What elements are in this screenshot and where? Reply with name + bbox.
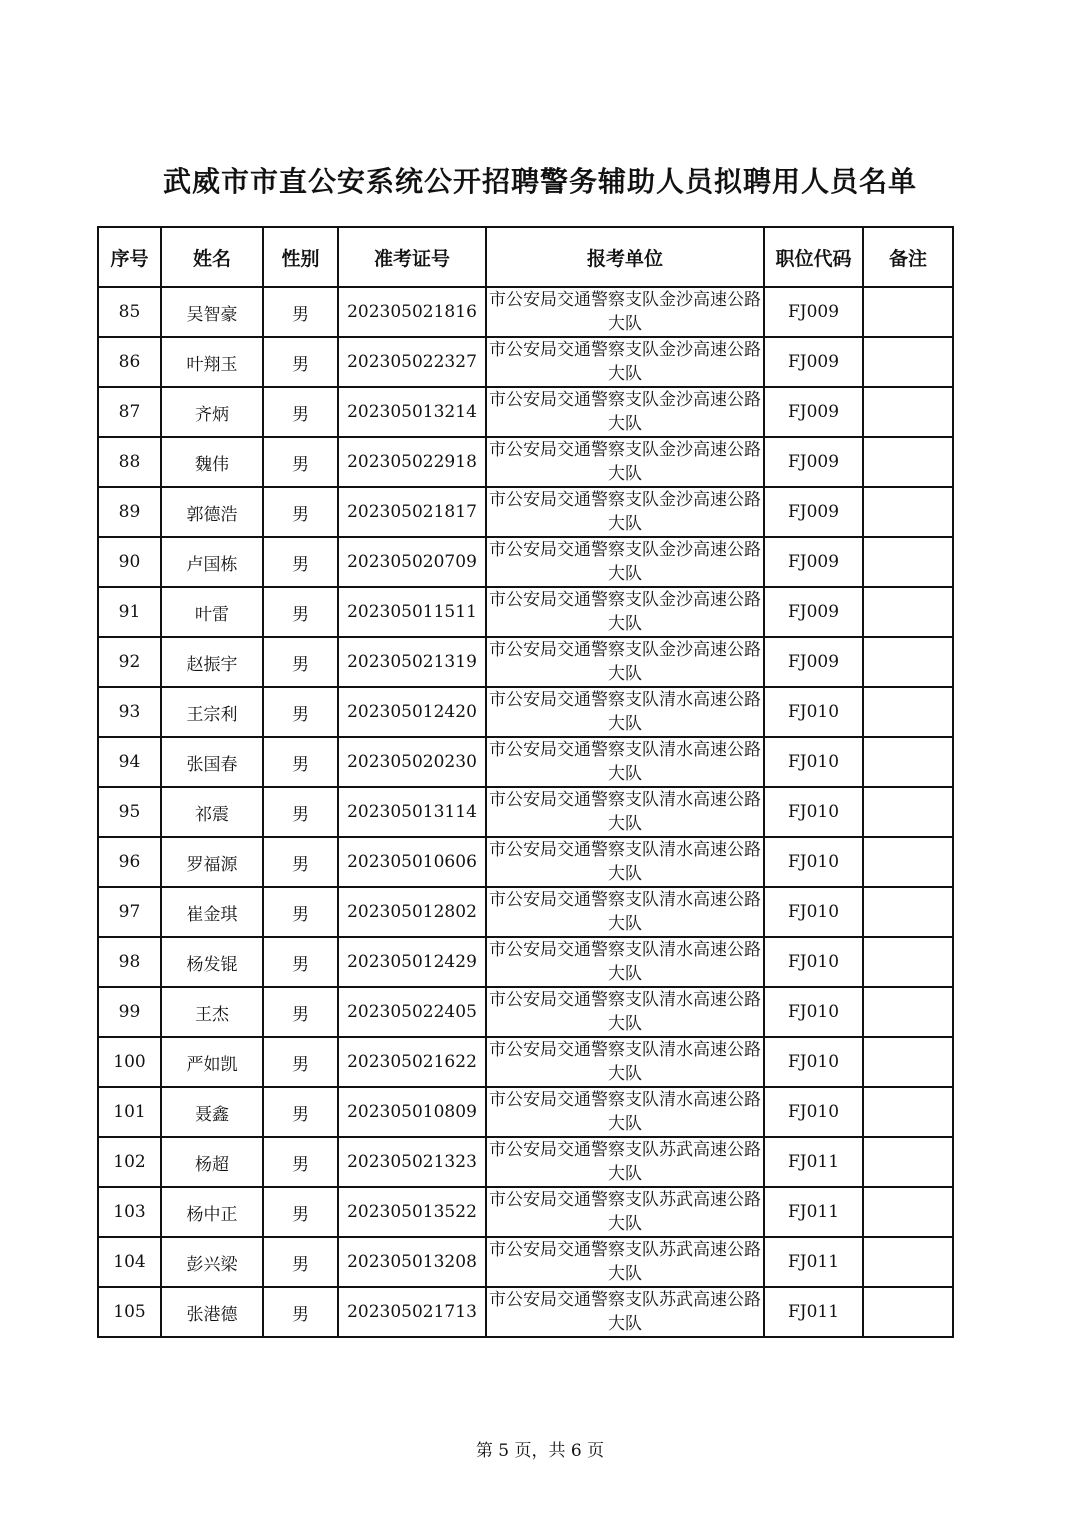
cell-ticket: 202305013522 [338, 1187, 486, 1237]
table-row [98, 787, 953, 837]
cell-name: 杨超 [161, 1137, 263, 1187]
cell-note [863, 1137, 953, 1187]
cell-code: FJ010 [764, 887, 863, 937]
cell-note [863, 1287, 953, 1337]
cell-unit: 市公安局交通警察支队清水高速公路大队 [486, 787, 764, 837]
cell-serial: 101 [98, 1087, 161, 1137]
cell-note [863, 687, 953, 737]
cell-unit: 市公安局交通警察支队清水高速公路大队 [486, 687, 764, 737]
cell-gender: 男 [263, 887, 338, 937]
cell-gender: 男 [263, 1037, 338, 1087]
cell-unit: 市公安局交通警察支队金沙高速公路大队 [486, 587, 764, 637]
table-row [98, 487, 953, 537]
cell-note [863, 987, 953, 1037]
page-footer: 第 5 页，共 6 页 [475, 1441, 605, 1461]
cell-gender: 男 [263, 787, 338, 837]
cell-ticket: 202305010809 [338, 1087, 486, 1137]
cell-ticket: 202305020230 [338, 737, 486, 787]
cell-unit: 市公安局交通警察支队清水高速公路大队 [486, 887, 764, 937]
table-row [98, 837, 953, 887]
cell-name: 王宗利 [161, 687, 263, 737]
cell-serial: 96 [98, 837, 161, 887]
cell-gender: 男 [263, 337, 338, 387]
cell-gender: 男 [263, 537, 338, 587]
column-header-code: 职位代码 [764, 227, 863, 287]
cell-serial: 91 [98, 587, 161, 637]
cell-unit: 市公安局交通警察支队金沙高速公路大队 [486, 387, 764, 437]
table-row [98, 1137, 953, 1187]
cell-unit: 市公安局交通警察支队金沙高速公路大队 [486, 487, 764, 537]
table-row [98, 1237, 953, 1287]
cell-ticket: 202305012802 [338, 887, 486, 937]
cell-code: FJ011 [764, 1187, 863, 1237]
cell-ticket: 202305022327 [338, 337, 486, 387]
cell-name: 魏伟 [161, 437, 263, 487]
cell-unit: 市公安局交通警察支队金沙高速公路大队 [486, 337, 764, 387]
cell-note [863, 787, 953, 837]
cell-name: 罗福源 [161, 837, 263, 887]
cell-ticket: 202305022918 [338, 437, 486, 487]
cell-code: FJ011 [764, 1287, 863, 1337]
cell-gender: 男 [263, 1087, 338, 1137]
cell-code: FJ009 [764, 587, 863, 637]
cell-note [863, 437, 953, 487]
cell-code: FJ010 [764, 937, 863, 987]
cell-serial: 92 [98, 637, 161, 687]
cell-gender: 男 [263, 737, 338, 787]
cell-name: 祁震 [161, 787, 263, 837]
table-row [98, 437, 953, 487]
cell-name: 杨发锟 [161, 937, 263, 987]
cell-gender: 男 [263, 937, 338, 987]
cell-serial: 104 [98, 1237, 161, 1287]
cell-code: FJ010 [764, 987, 863, 1037]
cell-unit: 市公安局交通警察支队苏武高速公路大队 [486, 1187, 764, 1237]
cell-name: 叶翔玉 [161, 337, 263, 387]
cell-code: FJ011 [764, 1137, 863, 1187]
cell-serial: 105 [98, 1287, 161, 1337]
cell-note [863, 887, 953, 937]
cell-unit: 市公安局交通警察支队清水高速公路大队 [486, 937, 764, 987]
table-row [98, 387, 953, 437]
table-row [98, 287, 953, 337]
cell-serial: 94 [98, 737, 161, 787]
cell-name: 王杰 [161, 987, 263, 1037]
cell-note [863, 637, 953, 687]
column-header-gender: 性别 [263, 227, 338, 287]
cell-code: FJ011 [764, 1237, 863, 1287]
table-row [98, 887, 953, 937]
cell-serial: 93 [98, 687, 161, 737]
column-header-note: 备注 [863, 227, 953, 287]
cell-code: FJ010 [764, 787, 863, 837]
cell-code: FJ009 [764, 537, 863, 587]
cell-note [863, 1237, 953, 1287]
table-row [98, 1287, 953, 1337]
cell-code: FJ009 [764, 437, 863, 487]
cell-note [863, 337, 953, 387]
cell-gender: 男 [263, 687, 338, 737]
table-row [98, 1187, 953, 1237]
cell-unit: 市公安局交通警察支队金沙高速公路大队 [486, 537, 764, 587]
cell-serial: 88 [98, 437, 161, 487]
table-header-row [98, 227, 953, 287]
cell-code: FJ009 [764, 287, 863, 337]
cell-unit: 市公安局交通警察支队苏武高速公路大队 [486, 1137, 764, 1187]
cell-note [863, 387, 953, 437]
cell-gender: 男 [263, 287, 338, 337]
cell-gender: 男 [263, 1137, 338, 1187]
cell-note [863, 937, 953, 987]
cell-gender: 男 [263, 587, 338, 637]
cell-unit: 市公安局交通警察支队清水高速公路大队 [486, 1037, 764, 1087]
cell-gender: 男 [263, 837, 338, 887]
cell-serial: 90 [98, 537, 161, 587]
column-header-name: 姓名 [161, 227, 263, 287]
cell-ticket: 202305021817 [338, 487, 486, 537]
cell-unit: 市公安局交通警察支队金沙高速公路大队 [486, 637, 764, 687]
cell-gender: 男 [263, 1187, 338, 1237]
cell-code: FJ010 [764, 687, 863, 737]
cell-unit: 市公安局交通警察支队清水高速公路大队 [486, 1087, 764, 1137]
cell-serial: 98 [98, 937, 161, 987]
cell-note [863, 837, 953, 887]
cell-name: 齐炳 [161, 387, 263, 437]
table-row [98, 537, 953, 587]
cell-gender: 男 [263, 1287, 338, 1337]
table-row [98, 1037, 953, 1087]
cell-note [863, 1187, 953, 1237]
cell-ticket: 202305021323 [338, 1137, 486, 1187]
cell-ticket: 202305010606 [338, 837, 486, 887]
cell-name: 聂鑫 [161, 1087, 263, 1137]
cell-serial: 89 [98, 487, 161, 537]
cell-ticket: 202305022405 [338, 987, 486, 1037]
cell-name: 赵振宇 [161, 637, 263, 687]
column-header-ticket: 准考证号 [338, 227, 486, 287]
cell-serial: 86 [98, 337, 161, 387]
cell-note [863, 1037, 953, 1087]
cell-code: FJ010 [764, 737, 863, 787]
table-row [98, 337, 953, 387]
table-body [98, 287, 953, 1337]
cell-code: FJ010 [764, 1037, 863, 1087]
cell-unit: 市公安局交通警察支队金沙高速公路大队 [486, 437, 764, 487]
cell-code: FJ010 [764, 1087, 863, 1137]
cell-code: FJ009 [764, 637, 863, 687]
table-row [98, 987, 953, 1037]
cell-serial: 102 [98, 1137, 161, 1187]
candidate-table [97, 226, 954, 1338]
cell-code: FJ009 [764, 487, 863, 537]
cell-name: 卢国栋 [161, 537, 263, 587]
cell-note [863, 487, 953, 537]
cell-gender: 男 [263, 387, 338, 437]
cell-serial: 87 [98, 387, 161, 437]
cell-name: 郭德浩 [161, 487, 263, 537]
cell-code: FJ009 [764, 337, 863, 387]
cell-name: 崔金琪 [161, 887, 263, 937]
cell-ticket: 202305013208 [338, 1237, 486, 1287]
cell-serial: 97 [98, 887, 161, 937]
table-row [98, 687, 953, 737]
cell-gender: 男 [263, 637, 338, 687]
cell-ticket: 202305013214 [338, 387, 486, 437]
cell-name: 叶雷 [161, 587, 263, 637]
document-title: 武威市市直公安系统公开招聘警务辅助人员拟聘用人员名单 [162, 165, 917, 198]
cell-gender: 男 [263, 1237, 338, 1287]
cell-gender: 男 [263, 487, 338, 537]
cell-note [863, 1087, 953, 1137]
cell-ticket: 202305011511 [338, 587, 486, 637]
cell-code: FJ009 [764, 387, 863, 437]
cell-serial: 100 [98, 1037, 161, 1087]
cell-gender: 男 [263, 987, 338, 1037]
table-row [98, 637, 953, 687]
cell-name: 彭兴梁 [161, 1237, 263, 1287]
cell-gender: 男 [263, 437, 338, 487]
cell-ticket: 202305021622 [338, 1037, 486, 1087]
cell-note [863, 587, 953, 637]
table-row [98, 1087, 953, 1137]
column-header-unit: 报考单位 [486, 227, 764, 287]
cell-code: FJ010 [764, 837, 863, 887]
cell-name: 杨中正 [161, 1187, 263, 1237]
cell-ticket: 202305012429 [338, 937, 486, 987]
cell-serial: 103 [98, 1187, 161, 1237]
cell-ticket: 202305013114 [338, 787, 486, 837]
cell-serial: 85 [98, 287, 161, 337]
cell-unit: 市公安局交通警察支队苏武高速公路大队 [486, 1287, 764, 1337]
column-header-serial: 序号 [98, 227, 161, 287]
cell-note [863, 287, 953, 337]
cell-unit: 市公安局交通警察支队清水高速公路大队 [486, 837, 764, 887]
cell-name: 吴智豪 [161, 287, 263, 337]
cell-serial: 95 [98, 787, 161, 837]
cell-ticket: 202305021816 [338, 287, 486, 337]
cell-ticket: 202305021713 [338, 1287, 486, 1337]
table-row [98, 937, 953, 987]
cell-note [863, 737, 953, 787]
cell-unit: 市公安局交通警察支队金沙高速公路大队 [486, 287, 764, 337]
cell-unit: 市公安局交通警察支队苏武高速公路大队 [486, 1237, 764, 1287]
cell-ticket: 202305012420 [338, 687, 486, 737]
table-row [98, 737, 953, 787]
cell-ticket: 202305020709 [338, 537, 486, 587]
cell-unit: 市公安局交通警察支队清水高速公路大队 [486, 737, 764, 787]
cell-name: 张港德 [161, 1287, 263, 1337]
cell-name: 张国春 [161, 737, 263, 787]
cell-note [863, 537, 953, 587]
cell-serial: 99 [98, 987, 161, 1037]
cell-unit: 市公安局交通警察支队清水高速公路大队 [486, 987, 764, 1037]
cell-ticket: 202305021319 [338, 637, 486, 687]
table-row [98, 587, 953, 637]
cell-name: 严如凯 [161, 1037, 263, 1087]
